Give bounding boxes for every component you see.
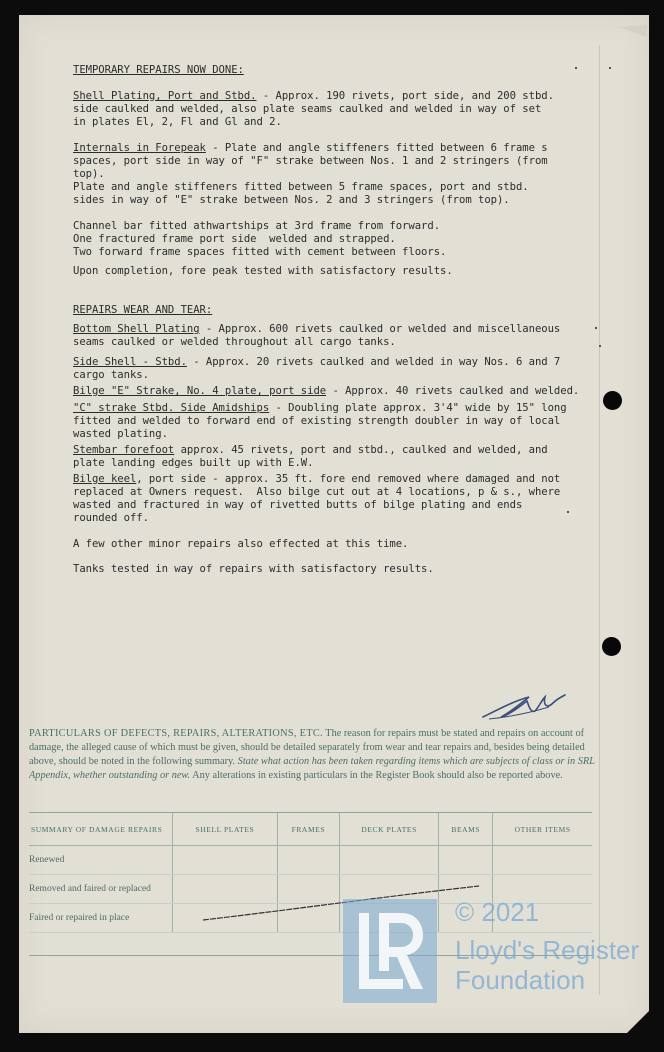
table-cell xyxy=(339,846,438,875)
particulars-text-b: Any alterations in existing particulars in the Register Book should also be reported above. xyxy=(192,770,563,781)
punch-hole xyxy=(603,391,622,410)
lr-logo xyxy=(343,899,437,1003)
watermark-text xyxy=(455,897,639,995)
side-shell-paragraph: Side Shell - Stbd. - Approx. 20 rivets caulked and welded in way Nos. 6 and 7 cargo tanks. xyxy=(73,356,561,381)
header-shell-plates: SHELL PLATES xyxy=(173,813,278,846)
row-label-removed: Removed and faired or replaced xyxy=(29,875,173,904)
particulars-instructions xyxy=(29,727,599,783)
surveyor-signature xyxy=(479,687,569,727)
particulars-text-italic: State what action has been taken regarding items which are subjects of class or in SRL Appendix, whether outstanding or new. xyxy=(29,756,595,781)
row-label-renewed: Renewed xyxy=(29,846,173,875)
margin-mark xyxy=(599,345,601,347)
bottom-shell-paragraph: Bottom Shell Plating - Approx. 600 rivets caulked or welded and miscellaneous seams caulked or welded throughout all cargo tanks. xyxy=(73,323,561,348)
wear-tear-heading: REPAIRS WEAR AND TEAR: xyxy=(73,304,213,316)
bilge-e-strake-line: Bilge "E" Strake, No. 4 plate, port side - Approx. 40 rivets caulked and welded. xyxy=(73,385,580,397)
row-label-faired: Faired or repaired in place xyxy=(29,904,173,933)
header-summary: SUMMARY OF DAMAGE REPAIRS xyxy=(29,813,173,846)
c-strake-paragraph: "C" strake Stbd. Side Amidships - Doubling plate approx. 3'4" wide by 15" long fitted and welded to forward end of existing strength doubler in way of local wasted plating. xyxy=(73,402,567,440)
tanks-tested-line: Tanks tested in way of repairs with satisfactory results. xyxy=(73,563,434,575)
table-cell xyxy=(493,846,592,875)
particulars-text-a: The reason for repairs must be stated and repairs on account of damage, the alleged cause of which must be given, should be detailed separately from wear and tear repairs and, besides being detailed above, should be noted in the following summary. xyxy=(29,728,585,767)
header-beams: BEAMS xyxy=(439,813,493,846)
temporary-repairs-heading: TEMPORARY REPAIRS NOW DONE: xyxy=(73,64,244,76)
internals-forepeak-paragraph: Internals in Forepeak - Plate and angle stiffeners fitted between 6 frame s spaces, port side in way of "F" strake between Nos. 1 and 2 stringers (from top). Plate and angle stiffeners fitted between 5 frame spaces, port and stbd. sides in way of "E" strake between Nos. 2 and 3 stringers (from top). xyxy=(73,142,548,206)
watermark-copyright: © 2021 xyxy=(455,897,540,927)
header-other-items: OTHER ITEMS xyxy=(493,813,592,846)
stembar-paragraph: Stembar forefoot approx. 45 rivets, port and stbd., caulked and welded, and plate landing edges built up with E.W. xyxy=(73,444,548,469)
table-header-row xyxy=(29,813,592,846)
shell-plating-paragraph: Shell Plating, Port and Stbd. - Approx. 190 rivets, port side, and 200 stbd. side caulked and welded, also plate seams caulked and welded in way of set in plates El, 2, Fl and Gl and 2. xyxy=(73,90,554,128)
page-fold-line xyxy=(599,45,600,995)
corner-tear xyxy=(619,25,647,39)
table-row xyxy=(29,846,592,875)
margin-mark xyxy=(575,67,577,69)
lr-logo-mark xyxy=(351,909,429,993)
margin-mark xyxy=(567,511,569,513)
table-cell xyxy=(439,846,493,875)
channel-bar-paragraph: Channel bar fitted athwartships at 3rd frame from forward. One fractured frame port side welded and strapped. Two forward frame spaces fitted with cement between floors. xyxy=(73,220,447,258)
table-cell xyxy=(173,846,278,875)
corner-fold xyxy=(625,1011,649,1033)
watermark-line2: Foundation xyxy=(455,965,586,995)
lloyds-watermark xyxy=(343,897,643,1007)
watermark-line1: Lloyd's Register xyxy=(455,935,640,965)
particulars-heading: PARTICULARS OF DEFECTS, REPAIRS, ALTERATIONS, ETC. xyxy=(29,728,323,739)
bilge-keel-paragraph: Bilge keel, port side - approx. 35 ft. fore end removed where damaged and not replaced at Owners request. Also bilge cut out at 4 locations, p & s., where wasted and fractured in way of rivetted butts of bilge plating and ends rounded off. xyxy=(73,473,561,524)
minor-repairs-line: A few other minor repairs also effected at this time. xyxy=(73,538,409,550)
margin-mark xyxy=(609,67,611,69)
header-frames: FRAMES xyxy=(277,813,339,846)
completion-line: Upon completion, fore peak tested with satisfactory results. xyxy=(73,265,453,277)
margin-mark xyxy=(595,327,597,329)
punch-hole xyxy=(602,637,621,656)
document-page xyxy=(19,15,649,1033)
header-deck-plates: DECK PLATES xyxy=(339,813,438,846)
table-cell xyxy=(277,846,339,875)
